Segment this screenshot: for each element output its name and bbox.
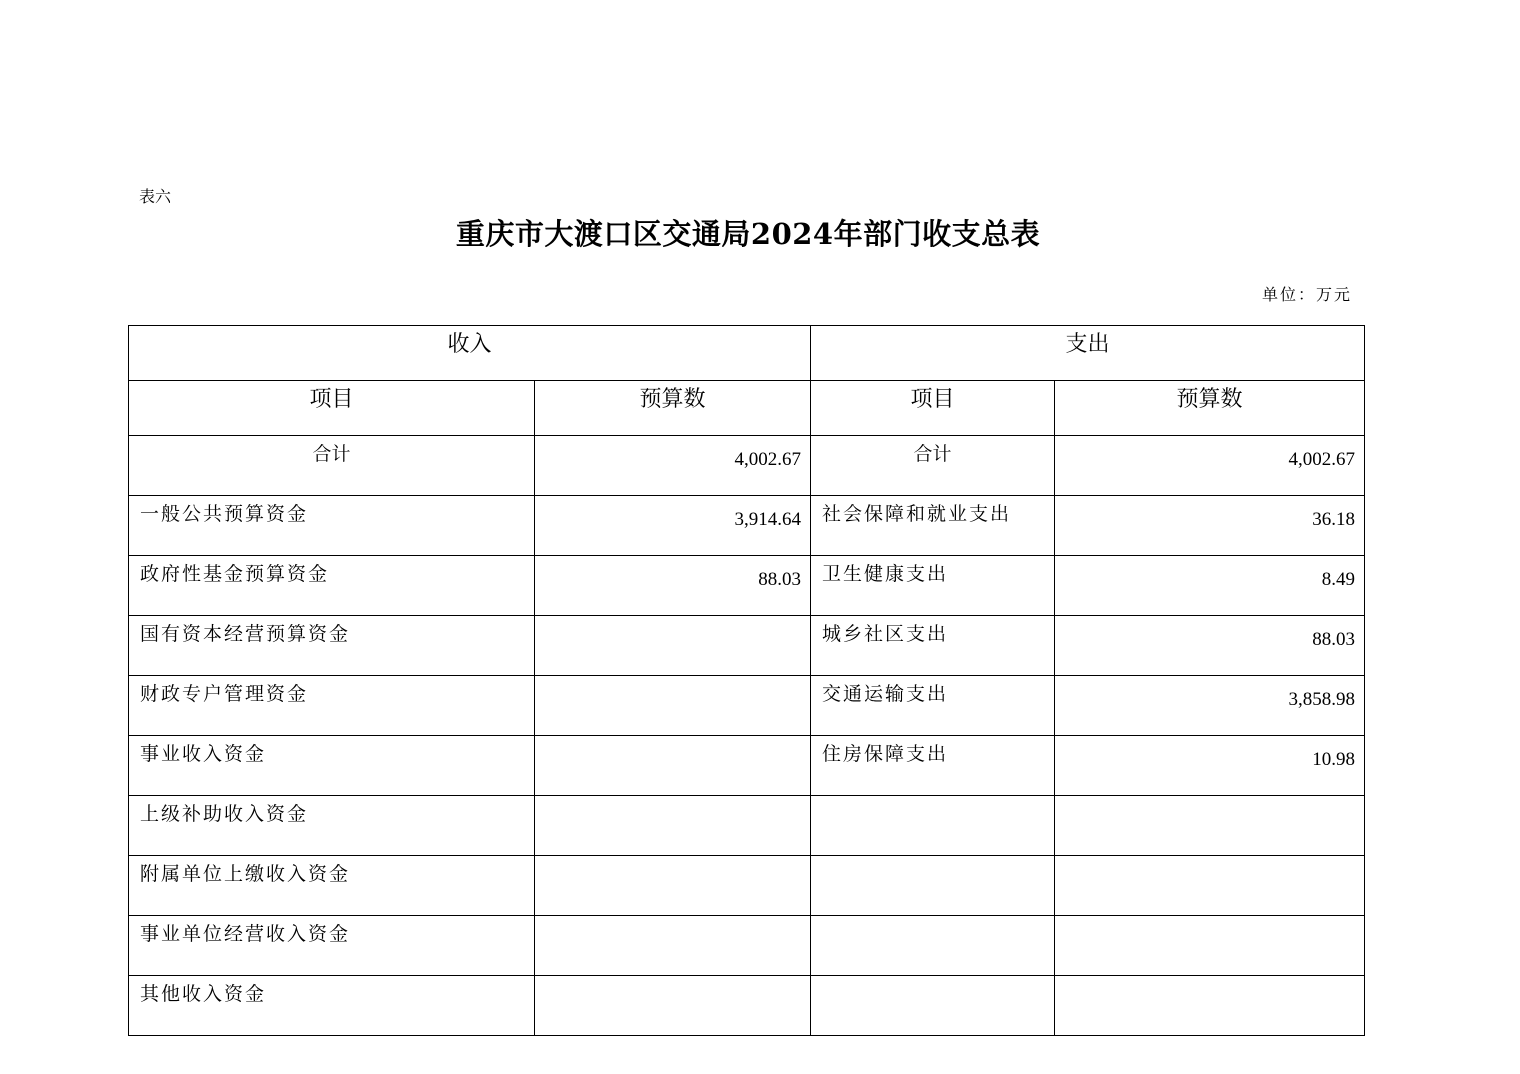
unit-label: 单位：万元 <box>1261 285 1352 304</box>
income-amount-cell: 3,914.64 <box>535 496 811 556</box>
expense-amount-cell <box>1055 856 1365 916</box>
income-amount-cell <box>535 796 811 856</box>
expense-item-cell: 社会保障和就业支出 <box>811 496 1055 556</box>
expense-item-cell <box>811 796 1055 856</box>
table-row <box>129 916 1365 976</box>
table-row <box>129 796 1365 856</box>
income-amount-cell <box>535 676 811 736</box>
income-item-cell: 事业收入资金 <box>129 736 535 796</box>
income-group-header: 收入 <box>129 326 811 381</box>
income-item-cell: 附属单位上缴收入资金 <box>129 856 535 916</box>
expense-item-cell: 住房保障支出 <box>811 736 1055 796</box>
expense-total-label: 合计 <box>811 436 1055 496</box>
income-item-cell: 国有资本经营预算资金 <box>129 616 535 676</box>
document-title: 重庆市大渡口区交通局2024年部门收支总表 <box>455 217 1041 251</box>
expense-item-cell <box>811 976 1055 1036</box>
income-item-cell: 事业单位经营收入资金 <box>129 916 535 976</box>
expense-item-cell <box>811 856 1055 916</box>
income-item-cell: 财政专户管理资金 <box>129 676 535 736</box>
table-row <box>129 556 1365 616</box>
budget-summary-table <box>128 325 1365 1036</box>
table-row <box>129 616 1365 676</box>
income-total-amount: 4,002.67 <box>535 436 811 496</box>
income-amount-cell: 88.03 <box>535 556 811 616</box>
expense-amount-cell: 88.03 <box>1055 616 1365 676</box>
expense-item-cell: 交通运输支出 <box>811 676 1055 736</box>
income-amount-column-header: 预算数 <box>535 381 811 436</box>
expense-group-header: 支出 <box>811 326 1365 381</box>
expense-amount-cell <box>1055 796 1365 856</box>
expense-amount-column-header: 预算数 <box>1055 381 1365 436</box>
expense-amount-cell: 10.98 <box>1055 736 1365 796</box>
table-row <box>129 676 1365 736</box>
expense-amount-cell: 8.49 <box>1055 556 1365 616</box>
expense-amount-cell: 3,858.98 <box>1055 676 1365 736</box>
income-amount-cell <box>535 616 811 676</box>
income-amount-cell <box>535 916 811 976</box>
income-item-cell: 上级补助收入资金 <box>129 796 535 856</box>
income-item-cell: 其他收入资金 <box>129 976 535 1036</box>
expense-amount-cell <box>1055 916 1365 976</box>
table-row <box>129 736 1365 796</box>
income-total-label: 合计 <box>129 436 535 496</box>
expense-item-cell: 卫生健康支出 <box>811 556 1055 616</box>
table-row <box>129 976 1365 1036</box>
column-header-row <box>129 381 1365 436</box>
income-item-cell: 政府性基金预算资金 <box>129 556 535 616</box>
income-amount-cell <box>535 856 811 916</box>
expense-item-cell: 城乡社区支出 <box>811 616 1055 676</box>
expense-item-column-header: 项目 <box>811 381 1055 436</box>
income-item-cell: 一般公共预算资金 <box>129 496 535 556</box>
income-item-column-header: 项目 <box>129 381 535 436</box>
total-row <box>129 436 1365 496</box>
table-row <box>129 496 1365 556</box>
expense-amount-cell <box>1055 976 1365 1036</box>
table-row <box>129 856 1365 916</box>
income-amount-cell <box>535 736 811 796</box>
income-amount-cell <box>535 976 811 1036</box>
expense-item-cell <box>811 916 1055 976</box>
expense-total-amount: 4,002.67 <box>1055 436 1365 496</box>
table-number-label: 表六 <box>139 187 172 206</box>
expense-amount-cell: 36.18 <box>1055 496 1365 556</box>
group-header-row <box>129 326 1365 381</box>
